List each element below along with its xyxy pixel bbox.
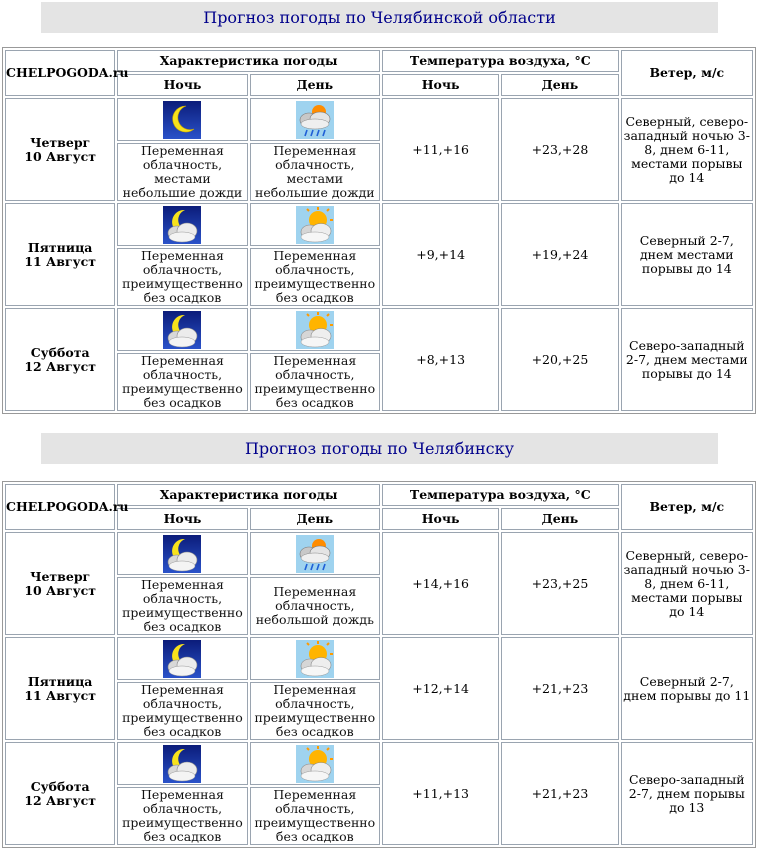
subheader-day: День: [250, 508, 380, 530]
subheader-temp-day: День: [501, 508, 618, 530]
night-icon-cell: [117, 742, 247, 785]
day-temperature: +23,+25: [501, 532, 618, 635]
sun-cloud-icon: [296, 206, 334, 244]
day-description: Переменная облачность, преимущественно без осадков: [250, 248, 380, 306]
subheader-temp-day: День: [501, 74, 618, 96]
brand-link[interactable]: CHELPOGODA.ru: [5, 50, 115, 96]
date: 11 Август: [24, 253, 96, 269]
day-label: [5, 637, 115, 740]
weekday: Четверг: [30, 134, 91, 150]
wind-description: Северный 2-7, днем местами порывы до 14: [621, 203, 753, 306]
night-icon-cell: [117, 637, 247, 680]
city-forecast-title: Прогноз погоды по Челябинску: [41, 433, 718, 464]
header-weather: Характеристика погоды: [117, 484, 380, 506]
region-forecast-table: [2, 47, 756, 414]
city-forecast-table: [2, 481, 756, 848]
wind-description: Северный 2-7, днем порывы до 11: [621, 637, 753, 740]
moon-clear-icon: [163, 101, 201, 139]
date: 10 Август: [24, 582, 96, 598]
night-temperature: +11,+13: [382, 742, 499, 845]
day-temperature: +19,+24: [501, 203, 618, 306]
header-wind: Ветер, м/с: [621, 484, 753, 530]
moon-cloud-icon: [163, 745, 201, 783]
day-description: Переменная облачность, преимущественно без осадков: [250, 787, 380, 845]
day-icon-cell: [250, 637, 380, 680]
night-description: Переменная облачность, преимущественно без осадков: [117, 577, 247, 635]
weekday: Суббота: [30, 344, 90, 360]
header-temperature: Температура воздуха, °С: [382, 484, 619, 506]
weekday: Пятница: [27, 239, 93, 255]
day-temperature: +21,+23: [501, 742, 618, 845]
night-icon-cell: [117, 308, 247, 351]
day-icon-cell: [250, 308, 380, 351]
subheader-night: Ночь: [117, 508, 247, 530]
night-icon-cell: [117, 98, 247, 141]
day-label: [5, 532, 115, 635]
night-temperature: +11,+16: [382, 98, 499, 201]
night-description: Переменная облачность, преимущественно без осадков: [117, 682, 247, 740]
day-icon-cell: [250, 98, 380, 141]
sun-cloud-rain-icon: [296, 101, 334, 139]
subheader-day: День: [250, 74, 380, 96]
day-temperature: +23,+28: [501, 98, 618, 201]
night-temperature: +8,+13: [382, 308, 499, 411]
day-description: Переменная облачность, преимущественно без осадков: [250, 353, 380, 411]
day-description: Переменная облачность, небольшой дождь: [250, 577, 380, 635]
moon-cloud-icon: [163, 535, 201, 573]
header-temperature: Температура воздуха, °С: [382, 50, 619, 72]
header-wind: Ветер, м/с: [621, 50, 753, 96]
day-icon-cell: [250, 742, 380, 785]
date: 11 Август: [24, 687, 96, 703]
header-weather: Характеристика погоды: [117, 50, 380, 72]
day-label: [5, 742, 115, 845]
weekday: Четверг: [30, 568, 91, 584]
date: 10 Август: [24, 148, 96, 164]
day-temperature: +21,+23: [501, 637, 618, 740]
weekday: Пятница: [27, 673, 93, 689]
date: 12 Август: [24, 792, 96, 808]
night-temperature: +12,+14: [382, 637, 499, 740]
day-description: Переменная облачность, преимущественно без осадков: [250, 682, 380, 740]
moon-cloud-icon: [163, 311, 201, 349]
night-description: Переменная облачность, местами небольшие дожди: [117, 143, 247, 201]
night-temperature: +14,+16: [382, 532, 499, 635]
sun-cloud-icon: [296, 311, 334, 349]
subheader-temp-night: Ночь: [382, 508, 499, 530]
night-icon-cell: [117, 532, 247, 575]
sun-cloud-icon: [296, 745, 334, 783]
day-label: [5, 98, 115, 201]
day-icon-cell: [250, 203, 380, 246]
moon-cloud-icon: [163, 640, 201, 678]
sun-cloud-rain-icon: [296, 535, 334, 573]
region-forecast-title: Прогноз погоды по Челябинской области: [41, 2, 718, 33]
weekday: Суббота: [30, 778, 90, 794]
night-temperature: +9,+14: [382, 203, 499, 306]
subheader-night: Ночь: [117, 74, 247, 96]
date: 12 Август: [24, 358, 96, 374]
wind-description: Северо-западный 2-7, днем местами порывы до 14: [621, 308, 753, 411]
night-description: Переменная облачность, преимущественно без осадков: [117, 787, 247, 845]
moon-cloud-icon: [163, 206, 201, 244]
night-icon-cell: [117, 203, 247, 246]
brand-link[interactable]: CHELPOGODA.ru: [5, 484, 115, 530]
day-icon-cell: [250, 532, 380, 575]
night-description: Переменная облачность, преимущественно без осадков: [117, 248, 247, 306]
wind-description: Северо-западный 2-7, днем порывы до 13: [621, 742, 753, 845]
subheader-temp-night: Ночь: [382, 74, 499, 96]
sun-cloud-icon: [296, 640, 334, 678]
day-description: Переменная облачность, местами небольшие дожди: [250, 143, 380, 201]
wind-description: Северный, северо-западный ночью 3-8, днем 6-11, местами порывы до 14: [621, 98, 753, 201]
night-description: Переменная облачность, преимущественно без осадков: [117, 353, 247, 411]
day-temperature: +20,+25: [501, 308, 618, 411]
day-label: [5, 203, 115, 306]
wind-description: Северный, северо-западный ночью 3-8, днем 6-11, местами порывы до 14: [621, 532, 753, 635]
day-label: [5, 308, 115, 411]
